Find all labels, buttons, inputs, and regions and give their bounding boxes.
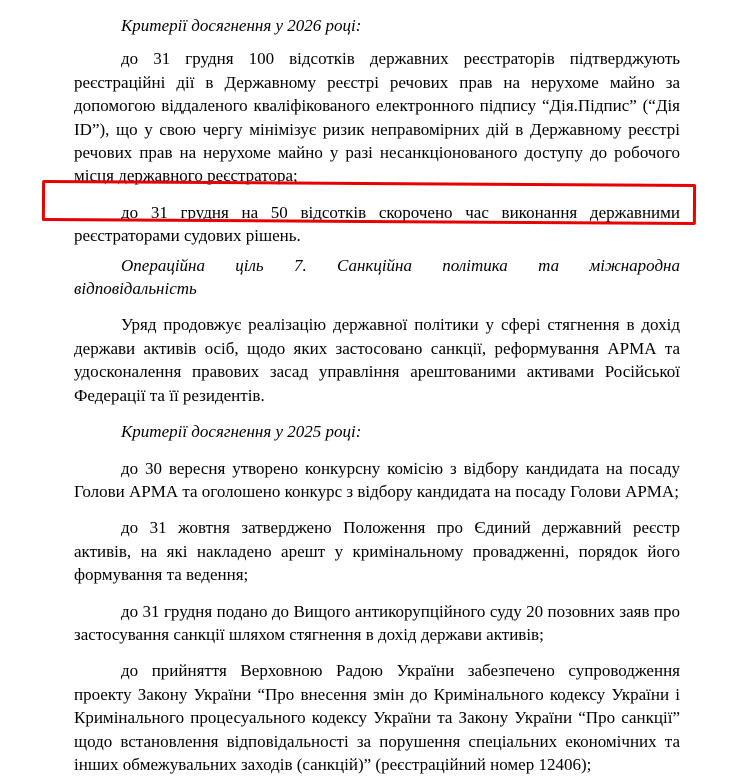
criteria-2025-heading: Критерії досягнення у 2025 році: [121,422,362,442]
criteria-2026-heading: Критерії досягнення у 2026 році: [121,16,362,35]
operational-goal-title-continued: відповідальність [74,279,197,299]
criterion-arma-commission: до 30 вересня утворено конкурсну комісію з відбору кандидата на посаду Голови АРМА та оголошено конкурс з відбору кандидата на посаду Голови АРМА; [74,458,680,501]
criterion-asset-registry: до 31 жовтня затверджено Положення про Єдиний державний реєстр активів, на які накладено арешт у кримінальному провадженні, порядок його формування та ведення; [74,518,680,585]
criterion-anticorruption-court-claims: до 31 грудня подано до Вищого антикорупційного суду 20 позовних заяв про застосування санкції шляхом стягнення в дохід держави активів; [74,601,680,644]
criterion-sanctions-law-draft: до прийняття Верховною Радою України забезпечено супроводження проекту Закону України “Про внесення змін до Кримінального кодексу України і Кримінального процесуального кодексу України та Закону України “Про санкції” щодо встановлення відповідальності за порушення спеціальних економічних та інших обмежувальних заходів (санкцій)” (реєстраційний номер 12406); [74,661,680,774]
operational-goal-title: Операційна ціль 7. Санкційна політика та міжнародна [121,255,680,275]
highlight-annotation-box [42,180,696,225]
document-page [74,0,680,776]
sanctions-policy-paragraph: Уряд продовжує реалізацію державної політики у сфері стягнення в дохід держави активів осіб, щодо яких застосовано санкції, реформування АРМА та удосконалення правових засад управління арештованими активами Російської Федерації та її резидентів. [74,315,680,405]
criterion-digital-signature: до 31 грудня 100 відсотків державних реєстраторів підтверджують реєстраційні дії в Державному реєстрі речових прав на нерухоме майно за допомогою віддаленого кваліфікованого електронного підпису “Дія.Підпис” (“Дія ID”), що у свою чергу мінімізує ризик неправомірних дій в Державному реєстрі речових прав на нерухоме майно у разі несанкціонованого доступу до робочого місця державного реєстратора; [74,49,680,186]
criterion-court-decisions: до 31 грудня на 50 відсотків скорочено час виконання державними реєстраторами судових рішень. [74,202,680,246]
